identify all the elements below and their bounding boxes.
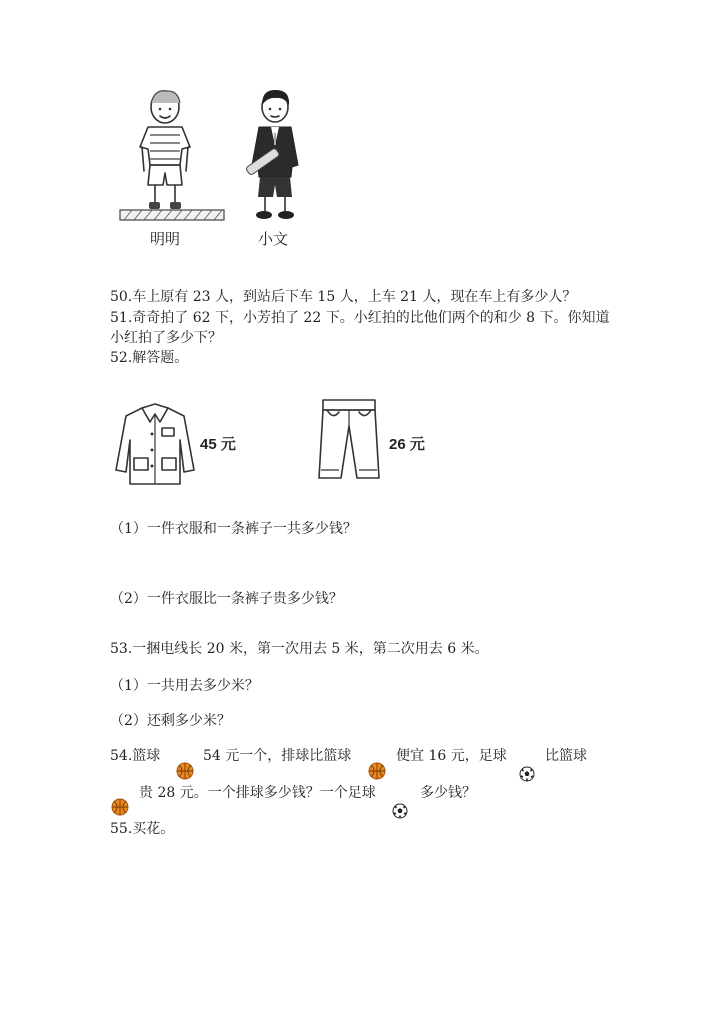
question-50: 50.车上原有 23 人，到站后下车 15 人，上车 21 人，现在车上有多少人？ xyxy=(110,289,577,305)
question-54-seg6: 多少钱？ xyxy=(420,785,476,801)
question-51-line2: 小红拍了多少下？ xyxy=(110,330,222,346)
question-53-sub2: （2）还剩多少米？ xyxy=(110,713,231,729)
soccer-ball-icon xyxy=(392,803,408,819)
people-figure xyxy=(110,85,310,255)
question-53-title: 53.一捆电线长 20 米，第一次用去 5 米，第二次用去 6 米。 xyxy=(110,641,489,657)
pants-icon xyxy=(315,398,385,488)
mingming-caption: 明明 xyxy=(150,230,181,248)
boy-xiaowen-illustration xyxy=(240,85,320,225)
question-52-title: 52.解答题。 xyxy=(110,350,189,366)
question-54-seg5: 贵 28 元。一个排球多少钱？一个足球 xyxy=(139,785,376,801)
question-54-seg1: 54.篮球 xyxy=(110,748,161,764)
question-52-sub1: （1）一件衣服和一条裤子一共多少钱？ xyxy=(110,521,357,537)
coat-price: 45 元 xyxy=(200,436,236,453)
basketball-icon xyxy=(111,798,129,816)
pants-price: 26 元 xyxy=(389,436,425,453)
question-54-seg2: 54 元一个，排球比篮球 xyxy=(203,748,352,764)
boy-mingming-illustration xyxy=(110,85,230,225)
question-52-sub2: （2）一件衣服比一条裤子贵多少钱？ xyxy=(110,591,343,607)
xiaowen-caption: 小文 xyxy=(258,230,289,248)
question-51-line1: 51.奇奇拍了 62 下，小芳拍了 22 下。小红拍的比他们两个的和少 8 下。你知道 xyxy=(110,310,610,326)
soccer-ball-icon xyxy=(519,766,535,782)
question-54-seg4: 比篮球 xyxy=(545,748,587,764)
question-53-sub1: （1）一共用去多少米？ xyxy=(110,678,259,694)
question-55: 55.买花。 xyxy=(110,821,175,837)
coat-icon xyxy=(110,400,200,490)
question-54-seg3: 便宜 16 元，足球 xyxy=(396,748,507,764)
basketball-icon xyxy=(176,762,194,780)
basketball-icon xyxy=(368,762,386,780)
